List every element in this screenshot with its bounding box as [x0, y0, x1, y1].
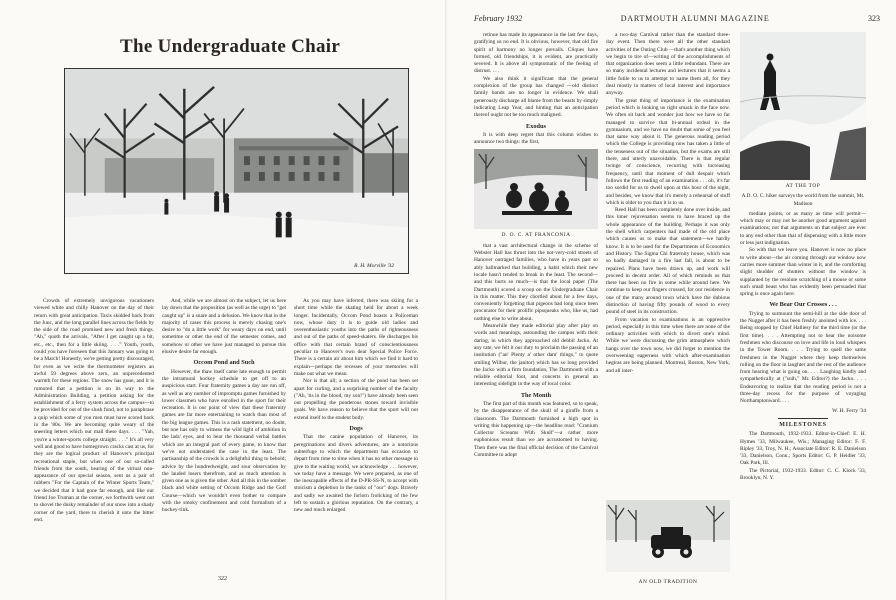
paragraph: And, while we are almost on the subject, let us here lay down that the proposition (as well as the urge) to "get caught up" is a snare and a delusion. We know that in the majority of cases this process is merely chasing one's desire to "do a little work" for weary days on end, until sometime or other the end of the semester comes, and somehow or other we have just managed to pursue this elusive desire far enough.: [162, 298, 286, 356]
article-title: The Undergraduate Chair: [120, 36, 341, 57]
paragraph: that a vast architectural change in the scheme of Webster Hall has thrust into the not-very-cold streets of Hanover outraged families, who have in years past so ably hallmarked that building, a habit which their new locale hasn't tended to break in the least. The second—and this hurts so much—is that the local paper (The Dartmouth) scored a scoop on the Undergraduate Chair in this matter. This they chortled about for a few days, conveniently forgetting that pigeons had long since been procurator for their prolific pipsqueaks who, like us, had nothing else to write about.: [474, 242, 598, 322]
divider: [778, 418, 828, 419]
magazine-title: DARTMOUTH ALUMNI MAGAZINE: [620, 14, 770, 23]
caption-franconia: D. O. C. AT FRANCONIA: [501, 232, 571, 239]
paragraph: Nor is that all; a section of the pond has been set apart for curling, and a surprising number of the faculty ("Ah, 'tis in the blood, my son!") have already been seen out propelling the ponderous stones toward invisible goals. We have reason to believe that the sport will not extend itself to the student body.: [294, 378, 418, 421]
page-number-right: 323: [868, 14, 880, 23]
paragraph: The great thing of importance is the examination period which is looking us right smack in the face now. We often sit back and wonder just how we have so far managed to survive that bi-annual ordeal in the gymnasium, and we have no doubt that some of you feel that same way about it. The generous reading period which the College is providing now has taken a little of the tenseness out of the situation, but the exams are still there, and utterly unavoidable. There is that regular twinge of conscience, recurring with increasing frequency, until that moment of dull despair which follows the first reading of an examination . . . oh, it's far too sordid for us to dwell upon at this hour of the night, and besides, we know that it's merely a rehearsal of stuff which is older to you than it is to us.: [606, 97, 730, 206]
left-column-3: [294, 298, 418, 515]
summit-photo: [740, 32, 866, 180]
page-number-left: 322: [218, 576, 227, 582]
right-column-1: [474, 32, 598, 459]
paragraph: Crowds of extremely unvigorous vacationers viewed white and chilly Hanover on the day of their return with great anticipation. Taxis skidded back from the Junc, and the long parallel lines across the fields by the side of the road promised new and fresh things. "Ah," quoth the arrivals, "After I get caught up a bit, etc., etc., then for a little skiing. . . ." Youth, youth, could you have foreseen that this January was going to be a March! Honestly, we're getting pretty discouraged, for even as we write the thermometer registers an awful 59 degrees above zero, an unprecedented warmth for these regions. The snow has gone, and it is rumored that a petition is on its way to the Administration Building, a petition asking for the establishment of a ferry system across the campus—to be provided for out of the slush fund, not to paraphrase a quip which some of you men must have scored back in the '80s. We are becoming quite weary of the sneering letters which our mail these days. . . . "Yah, you're a winter-sports college straight. . . ." It's all very well and good to have homegrown cracks cast at us, for they are the logical product of Hanover's principal recreational staple, but when one of our so-called friends from the south, hearing of the virtual non-appearance of our special season, sent us a pair of rubbers "For the Captain of the Winter Sports Team," we decided that it had gone far enough, and like our friend Joe Truman at the corner, we forthwith went out to shovel the dusky remainder of our snow into a shady corner of the yard, there to cherish it unto the bitter end.: [34, 298, 154, 523]
paragraph: However, the thaw itself came late enough to permit the intramural hockey schedule to get off to an auspicious start. Four fraternity games a day are run off, as well as any number of impromptu games furnished by lower classmen who have enrolled in the sport for their recreation. It is our point of view that these fraternity games are far more entertaining to watch than most of the big league games. This is a rash statement, no doubt, but one has only to witness the wild light of ambition in the lads' eyes, and to hear the thousand verbal battles which are an integral part of every game, to know that we've not understated the case in the least. The partisanship of the crowds is a delightful thing to behold; advice by the hundredweight, and sour observation by the lauded losers therefrom, and as much attention is given one as is given the other. And all this in the somber black and white setting of Occom Ridge and the Golf Course—which we wouldn't even bother to compare with the smoky confinement and cold formalism of a hockey-rink.: [162, 368, 286, 514]
left-column-2: [162, 298, 286, 515]
right-column-2: [606, 32, 730, 375]
paragraph: So with that we leave you. Hanover is now no place to write about—the air coming through our window now carries more summer than winter in it, and the comforting slight shudder of shutters without the window is supplanted by the resolute scratching of a mouse or some such small beast who has evidently been persuaded that spring is once again here.: [740, 247, 866, 298]
section-heading-the-month: The Month: [520, 391, 552, 399]
paragraph: That the canine population of Hanover, its peregrinations and divers adventures, are a notorious subterfuge to which the department has occasion to depart from time to time when it has no other message to give to the waiting world, we acknowledge . . . however, we today have a message. We were prepared, as one of the inescapable effects of the D-PR-SS-N, to accept with stoicism a depletion in the ranks of "our" dogs. Bravely and sadly we awaited the forlorn frolicking of the few left to sustain a glorious reputation. On the contrary, a new and much enlarged: [294, 434, 418, 514]
section-heading-occom-pond: Occom Pond and Such: [193, 359, 255, 367]
issue-date: February 1932: [474, 14, 523, 23]
paragraph: From vacation to examinations is an oppressive period, especially in this time when there are none of the ordinary activities with which to divert one's mind. While we were discussing the grim atmosphere which hangs over the town now, we did forget to mention the overweening eagerness with which after-examination hegiras are being planned. Montreal, Boston, New York, and all inter-: [606, 316, 730, 374]
paragraph: Trying to surmount the semi-hill at the side door of the Nugget after it has been freshly anointed with ice. . . . Being stopped by Chief Halliesy for the third time (or the first time). . . . Attempting not to hear the noisome freshmen who discourse on love and life in loud whispers in the Tower Room. . . . Trying to quell the same freshmen in the Nugget where they keep themselves rolling on the floor in laughter and the rest of the audience from hearing what is going on. . . . Laughing kindly and sympathetically at ("snih," Mr. Editor?) the Jacko. . . . Endeavoring to realize that the reading period is not a three-day recess for the purpose of voyaging Northamptonward. . . .: [740, 310, 866, 405]
paragraph: Meanwhile they made editorial play after play on words and meanings, astounding the campus with their daring, in which they approached old debbil Jacko. At any rate, we felt it our duty to proclaim the passing of an institution ("an' Plenty a' other dam' things," to quote smiling Wilbur, the janitor) which has so long provided the Jacko with a firm foundation, The Dartmouth with a reliable editorial foot, and concerts in general an interesting sidelight in the way of local color.: [474, 323, 598, 388]
section-heading-dogs: Dogs: [349, 425, 363, 433]
old-tradition-photo: [606, 500, 730, 572]
milestones-heading: MILESTONES: [779, 421, 827, 428]
paragraph: It is with deep regret that this column wishes to announce two things: the first,: [474, 131, 598, 146]
paragraph: The first part of this month was featured, so to speak, by the disappearance of the skull of a giraffe from a classroom. The Dartmouth furnished a high spot in writing this happening up—the headline read: "Cranium Collector Screams With Skull"—a rather more euphonious result than we are accustomed to having. Then there was the final official decision of the Carnival Committee to adopt: [474, 400, 598, 459]
left-column-1: [34, 298, 154, 524]
caption-at-the-top: AT THE TOP: [785, 183, 821, 189]
caption-old-tradition: AN OLD TRADITION: [638, 579, 698, 585]
photo-credit: R. H. Morville '32: [354, 263, 394, 269]
paragraph: As you may have inferred, there was skiing for a short time while the skating held for about a week longer. Incidentally, Occom Pond boasts a Policeman now, whose duty it is to guide old ladies and overenthusiastic youths into the paths of righteousness and out of the paths of speed-skaters. He discharges his office with that certain brand of conscientiousness peculiar to Hanover's own dear Special Police Force. There is a certain air about him which we find it hard to explain—perhaps the recesses of your memories will make out what we mean.: [294, 298, 418, 377]
winter-campus-photo: [64, 68, 409, 274]
author-signature: W. H. Ferry '34: [832, 407, 866, 414]
paragraph: retinue has made its appearance in the last few days, gratifying us no end. It is obvious, however, that old fire spirit of harmony no longer prevails. Cliques have formed, old friendships, it is evident, are practically severed. It is above all symptomatic of the feeling of distrust. . . .: [474, 32, 598, 75]
paragraph: mediate points, or as many as time will permit—which may or may not be another good argument against examinations; not that arguments on that subject are ever to any end other than that of dispensing with a little more or less just indignation.: [740, 210, 866, 247]
section-heading-exodus: Exodus: [526, 122, 546, 130]
caption-summit-description: A D. O. C. hiker surveys the world from the summit, Mt. Madison: [741, 193, 865, 207]
paragraph: We also think it significant that the general complexion of the group has changed —old distinct family bonds are no longer in evidence. We shall generously discharge all blame from the beasts by simply indicating Leap Year, and hinting that an anticipation thereof ought not be too much maligned.: [474, 75, 598, 119]
running-head: [474, 14, 880, 23]
milestone-item: The Pictorial, 1932-1933. Editor: C. C. Klock '33, Brooklyn, N. Y.: [740, 467, 866, 481]
paragraph: a two-day Carnival rather than the standard three-day event. Then there were all the other standard activities of the Outing Club —that's another thing which we begin to tire of—writing of the accomplishments of that organization does seem a little redundant. There are so many incidental lectures and lecturers that it seems a little futile to us to attempt to name them all, for they deal mostly in matters of local interest and importance anyway.: [606, 32, 730, 97]
section-heading-crosses: We Bear Our Crosses . . .: [769, 301, 837, 309]
paragraph: Reed Hall has been completely done over inside, and this inner rejuvenation seems to have braced up the whole appearance of the building. Perhaps it was only the shell which carpenters had made of the old place which causes us to make that statement—we hardly know. It is to be used for the Departments of Economics and History. The Sigma Chi fraternity house, which was so badly damaged in a fire last fall, is about to be repaired. Plans have been drawn up, and work will proceed in decent order. All of which reminds us that there has been no fire in some while around here. We continue to keep our fingers crossed, for our residence in one of the many around town which have the dubious distinction of having fifty pounds of wood to every pound of steel in its construction.: [606, 207, 730, 316]
right-column-3: [740, 32, 866, 482]
franconia-photo: [474, 149, 598, 229]
milestone-item: The Dartmouth, 1932-1933. Editor-in-Chief: E. H. Hymes '33, Milwaukee, Wis.; Managing Editor: F. F. Ripley '33, Troy, N. H.; Associate Editor: R. E. Danielson '33, Danielson, Conn.; Sports Editor: G. P. Heidler '33, Oak Park, Ill.: [740, 431, 866, 467]
